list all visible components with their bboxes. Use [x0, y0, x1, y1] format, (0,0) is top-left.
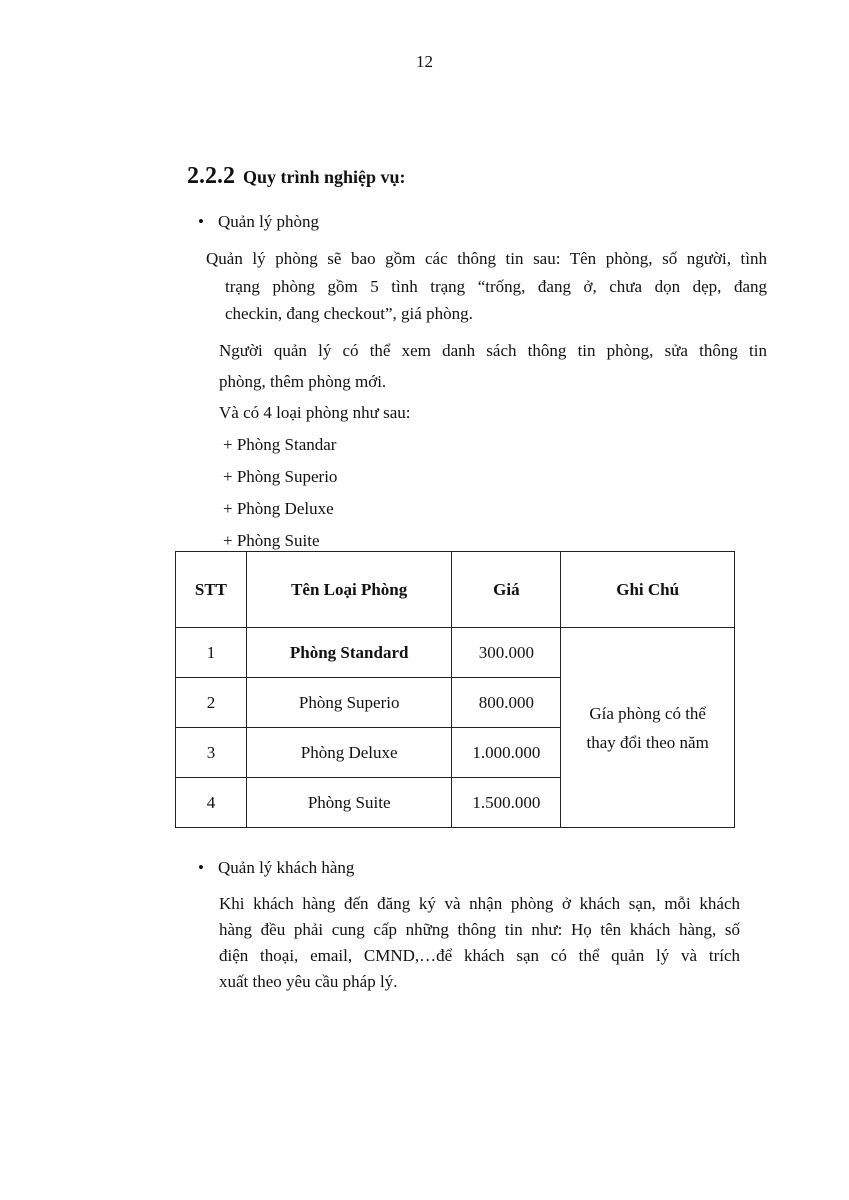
types-intro: Và có 4 loại phòng như sau:	[219, 403, 411, 422]
bullet-customer-management	[198, 858, 354, 878]
paragraph-line: Quản lý phòng sẽ bao gồm các thông tin sau: Tên phòng, số người, tình	[206, 249, 767, 268]
header-stt: STT	[176, 552, 247, 628]
bullet-dot: •	[198, 212, 204, 231]
bullet-label: Quản lý khách hàng	[218, 858, 355, 877]
cell-price: 800.000	[452, 678, 561, 728]
note-line: Gía phòng có thể	[589, 703, 706, 723]
table-header-row	[176, 552, 735, 628]
cell-note	[561, 628, 735, 828]
cell-stt: 3	[176, 728, 247, 778]
paragraph-line: checkin, đang checkout”, giá phòng.	[225, 304, 473, 323]
cell-room-type: Phòng Deluxe	[246, 728, 452, 778]
cell-price: 300.000	[452, 628, 561, 678]
paragraph-line: điện thoại, email, CMND,…để khách sạn có thể quản lý và trích	[219, 946, 740, 965]
cell-room-type: Phòng Standard	[246, 628, 452, 678]
room-type-item: + Phòng Standar	[223, 435, 337, 454]
room-price-table	[175, 551, 735, 828]
cell-price: 1.000.000	[452, 728, 561, 778]
paragraph-line: phòng, thêm phòng mới.	[219, 372, 387, 391]
page-number: 12	[416, 52, 433, 71]
section-number: 2.2.2	[187, 163, 235, 189]
paragraph-line: Khi khách hàng đến đăng ký và nhận phòng ở khách sạn, mỗi khách	[219, 894, 740, 913]
header-note: Ghi Chú	[561, 552, 735, 628]
cell-price: 1.500.000	[452, 778, 561, 828]
table-row	[176, 628, 735, 678]
paragraph-line: xuất theo yêu cầu pháp lý.	[219, 972, 398, 991]
manager-paragraph	[219, 337, 767, 365]
room-type-item: + Phòng Suite	[223, 531, 320, 550]
bullet-room-management	[198, 212, 319, 232]
customer-paragraph	[219, 891, 740, 995]
room-intro-paragraph	[206, 245, 767, 273]
cell-stt: 1	[176, 628, 247, 678]
cell-room-type: Phòng Superio	[246, 678, 452, 728]
paragraph-line: hàng đều phải cung cấp những thông tin như: Họ tên khách hàng, số	[219, 920, 740, 939]
bullet-dot: •	[198, 858, 204, 877]
room-type-item: + Phòng Deluxe	[223, 499, 334, 518]
paragraph-line: trạng phòng gồm 5 tình trạng “trống, đang ở, chưa dọn dẹp, đang	[225, 277, 767, 296]
note-line: thay đổi theo năm	[586, 732, 709, 752]
header-room-type: Tên Loại Phòng	[246, 552, 452, 628]
room-intro-paragraph-cont	[225, 273, 767, 301]
header-price: Giá	[452, 552, 561, 628]
section-title: Quy trình nghiệp vụ:	[243, 167, 406, 187]
room-type-item: + Phòng Superio	[223, 467, 338, 486]
cell-stt: 4	[176, 778, 247, 828]
section-heading	[187, 163, 406, 190]
cell-room-type: Phòng Suite	[246, 778, 452, 828]
bullet-label: Quản lý phòng	[218, 212, 320, 231]
paragraph-line: Người quản lý có thể xem danh sách thông tin phòng, sửa thông tin	[219, 341, 767, 360]
cell-stt: 2	[176, 678, 247, 728]
